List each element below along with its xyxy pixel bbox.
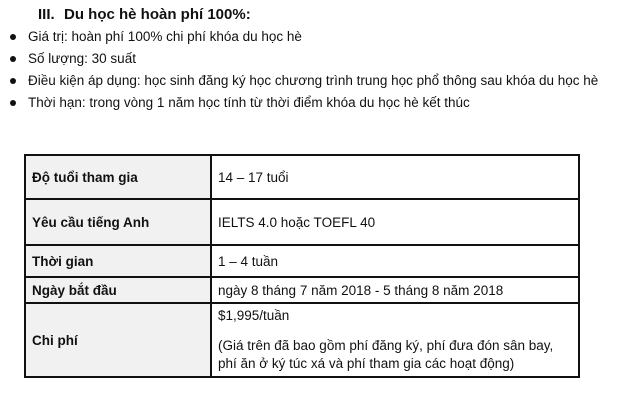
bullet-icon [10, 100, 16, 106]
list-item-text: Điều kiện áp dụng: học sinh đăng ký học chương trình trung học phổ thông sau khóa du học hè [28, 73, 599, 88]
section-number: III. [38, 6, 55, 23]
program-info-table [24, 154, 580, 378]
row-label: Chi phí [25, 303, 211, 377]
list-item-text: Giá trị: hoàn phí 100% chi phí khóa du học hè [28, 29, 302, 44]
list-item-text: Số lượng: 30 suất [28, 51, 136, 66]
cost-price: $1,995/tuần [218, 307, 290, 323]
bullet-icon [10, 34, 16, 40]
row-label: Ngày bắt đầu [25, 277, 211, 303]
row-value: IELTS 4.0 hoặc TOEFL 40 [211, 199, 579, 245]
section-title: Du học hè hoàn phí 100%: [64, 6, 251, 23]
cost-note: (Giá trên đã bao gồm phí đăng ký, phí đưa đón sân bay, phí ăn ở ký túc xá và phí tham gia các hoạt động) [218, 337, 554, 371]
table-row [25, 245, 579, 277]
list-item [6, 26, 598, 48]
table-row [25, 199, 579, 245]
row-value: ngày 8 tháng 7 năm 2018 - 5 tháng 8 năm 2018 [211, 277, 579, 303]
row-value [211, 303, 579, 377]
bullet-icon [10, 78, 16, 84]
row-label: Độ tuổi tham gia [25, 155, 211, 199]
list-item [6, 92, 598, 114]
list-item [6, 70, 598, 92]
row-value: 1 – 4 tuần [211, 245, 579, 277]
row-label: Yêu cầu tiếng Anh [25, 199, 211, 245]
list-item [6, 48, 598, 70]
section-heading [38, 6, 251, 23]
list-item-text: Thời hạn: trong vòng 1 năm học tính từ thời điểm khóa du học hè kết thúc [28, 95, 470, 110]
table-row [25, 303, 579, 377]
table-row [25, 155, 579, 199]
table-row [25, 277, 579, 303]
benefit-list [6, 26, 598, 114]
bullet-icon [10, 56, 16, 62]
row-value: 14 – 17 tuổi [211, 155, 579, 199]
row-label: Thời gian [25, 245, 211, 277]
